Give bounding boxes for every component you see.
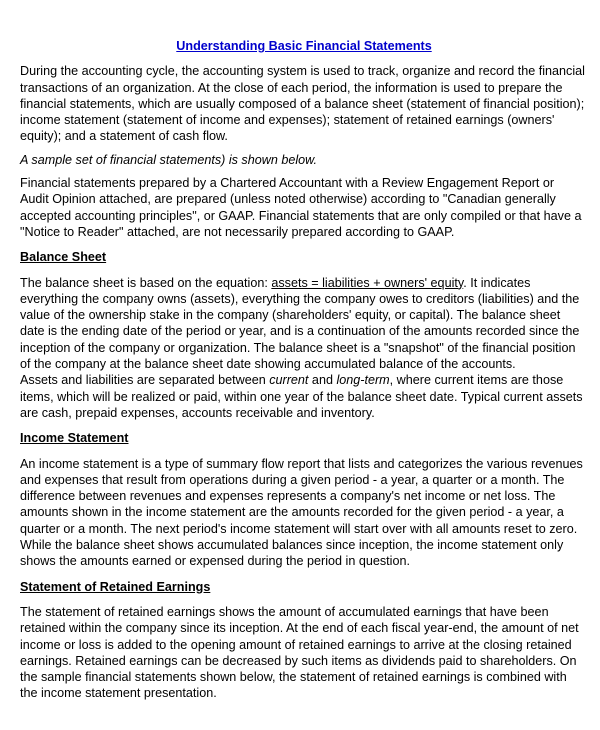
balance-sheet-paragraph <box>20 275 588 422</box>
balance-sheet-lead: The balance sheet is based on the equation: <box>20 275 272 290</box>
income-statement-paragraph: An income statement is a type of summary flow report that lists and categorizes the various revenues and expenses that result from operations during a given period - a year, a quarter or a month. The difference between revenues and expenses represents a company's net income or net loss. The amounts shown in the income statement are the amounts recorded for the given period - a year, a quarter or a month. The next period's income statement will start over with all amounts reset to zero. While the balance sheet shows accumulated balances since inception, the income statement only shows the amounts earned or expensed during the period in question. <box>20 456 583 569</box>
intro-paragraph-3: Financial statements prepared by a Chartered Accountant with a Review Engagement Report or Audit Opinion attached, are prepared (unless noted otherwise) according to "Canadian generally accepted accounting principles", or GAAP. Financial statements that are only compiled or that have a "Notice to Reader" attached, are not necessarily prepared according to GAAP. <box>20 176 582 239</box>
document-title: Understanding Basic Financial Statements <box>176 39 432 53</box>
conjunction-and: and <box>308 373 337 388</box>
retained-earnings-heading: Statement of Retained Earnings <box>20 579 211 594</box>
document-page <box>20 38 588 709</box>
intro-paragraph-1: During the accounting cycle, the accounting system is used to track, organize and record the financial transactions of an organization. At the close of each period, the information is used to prepare the financial statements, which are usually composed of a balance sheet (statement of financial position); income statement (statement of income and expenses); statement of retained earnings (owners' equity); and a statement of cash flow. <box>20 64 585 144</box>
income-statement-heading: Income Statement <box>20 431 129 446</box>
balance-sheet-heading: Balance Sheet <box>20 250 107 265</box>
retained-earnings-paragraph: The statement of retained earnings shows the amount of accumulated earnings that have been retained within the company since its inception. At the end of each fiscal year-end, the amount of net income or loss is added to the opening amount of retained earnings to arrive at the closing retained earnings. Retained earnings can be decreased by such items as dividends paid to shareholders. On the sample financial statements shown below, the statement of retained earnings is combined with the income statement presentation. <box>20 604 579 701</box>
term-current: current <box>269 373 309 388</box>
balance-sheet-text: . It indicates everything the company owns (assets), everything the company owes to creditors (liabilities) and the value of the ownership stake in the company (shareholders' equity, or capital). The balance sheet date is the ending date of the period or year, and is a continuation of the amounts recorded since the inception of the company or organization. The balance sheet is a "snapshot" of the financial position of the company at the balance sheet date showing accumulated balance of the accounts. Assets and liabilities are separated between <box>20 275 580 388</box>
balance-sheet-tail: , where current items are those items, which will be realized or paid, within one year of the balance sheet date. Typical current assets are cash, prepaid expenses, accounts receivable and inventory. <box>20 373 583 420</box>
accounting-equation: assets = liabilities + owners' equity <box>271 275 464 290</box>
intro-paragraph-2: A sample set of financial statements) is shown below. <box>20 152 318 167</box>
term-long-term: long-term <box>336 373 390 388</box>
